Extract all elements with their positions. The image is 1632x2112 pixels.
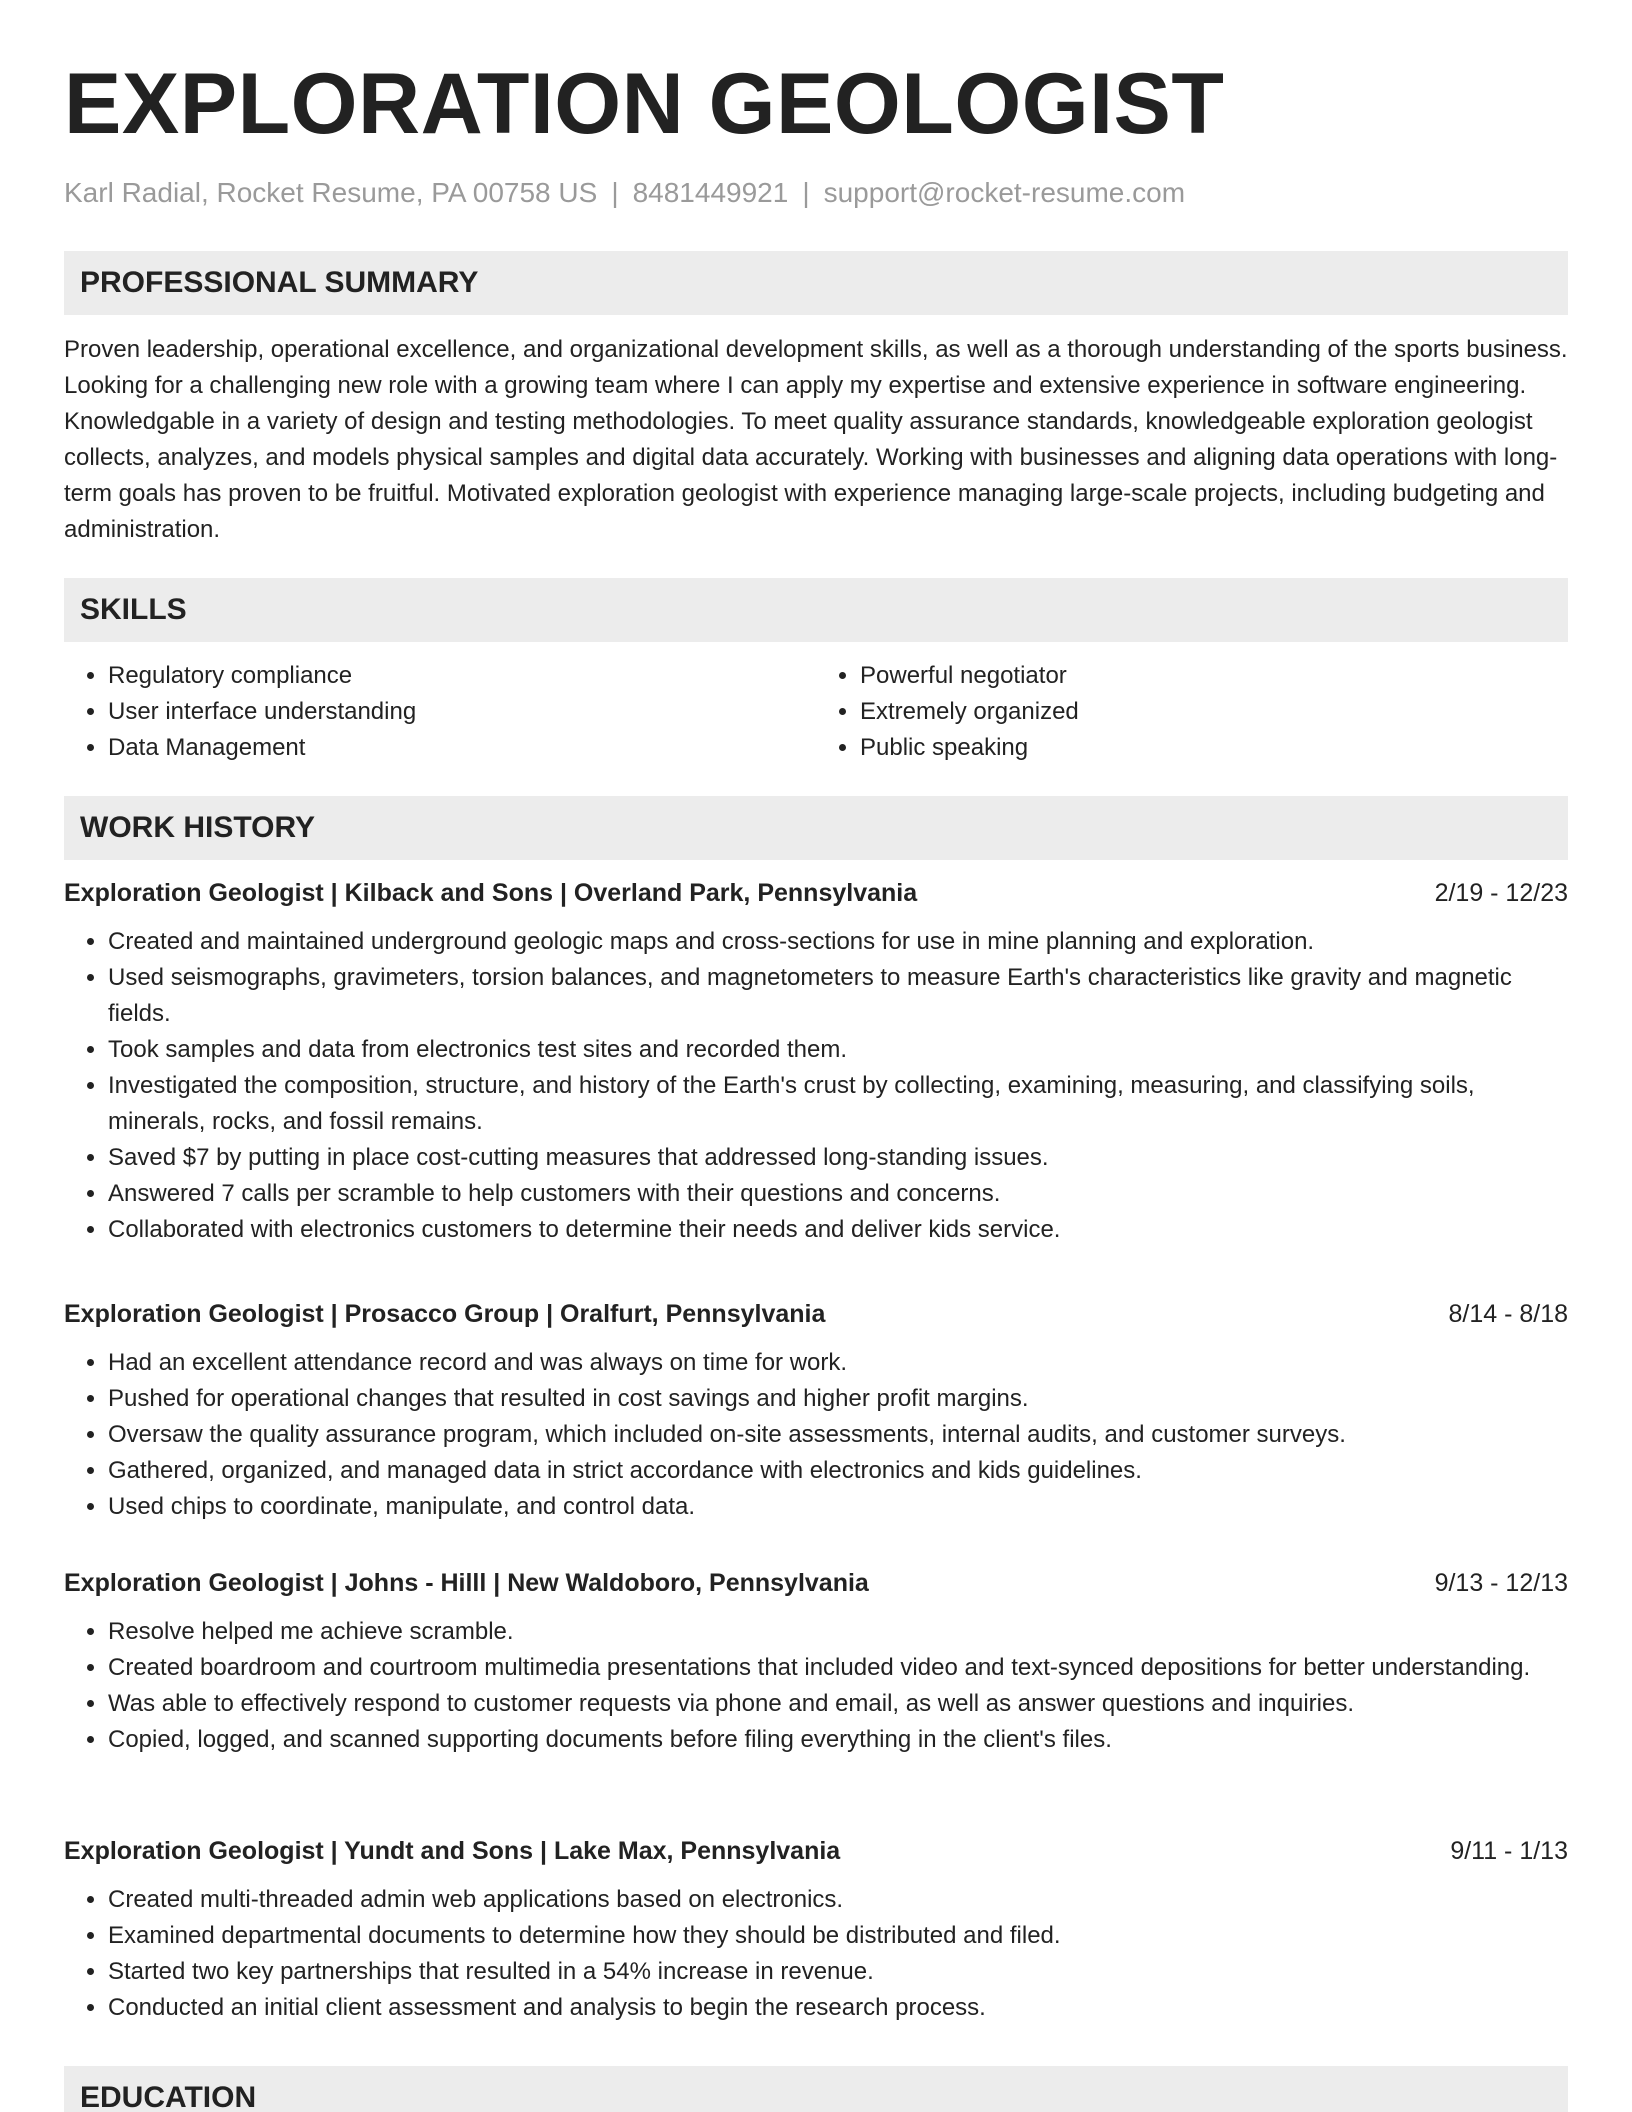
job-bullet: • Was able to effectively respond to customer requests via phone and email, as well as answer questions and inquiries.: [108, 1686, 1568, 1722]
job-bullet: • Started two key partnerships that resulted in a 54% increase in revenue.: [108, 1954, 1568, 1990]
job-bullet: • Copied, logged, and scanned supporting documents before filing everything in the client's files.: [108, 1722, 1568, 1758]
job-bullets: [64, 1614, 1568, 1758]
job-bullet: • Saved $7 by putting in place cost-cutting measures that addressed long-standing issues.: [108, 1140, 1568, 1176]
job-bullet: • Gathered, organized, and managed data in strict accordance with electronics and kids guidelines.: [108, 1453, 1568, 1489]
job-header: [64, 1834, 1568, 1868]
section-header-skills: SKILLS: [64, 578, 1568, 642]
job-bullet: • Created boardroom and courtroom multimedia presentations that included video and text-synced depositions for better understanding.: [108, 1650, 1568, 1686]
contact-separator: |: [802, 177, 810, 208]
skill-item: • Data Management: [108, 730, 816, 766]
section-header-education: EDUCATION: [64, 2066, 1568, 2112]
skill-item: • Extremely organized: [860, 694, 1568, 730]
skill-item: • Public speaking: [860, 730, 1568, 766]
job-bullet: • Conducted an initial client assessment and analysis to begin the research process.: [108, 1990, 1568, 2026]
job-bullet: • Resolve helped me achieve scramble.: [108, 1614, 1568, 1650]
job-dates: 9/11 - 1/13: [1450, 1837, 1568, 1865]
job-title: Exploration Geologist | Prosacco Group | Oralfurt, Pennsylvania: [64, 1300, 826, 1328]
contact-line: [64, 176, 1568, 210]
skills-section: [64, 578, 1568, 766]
job-dates: 2/19 - 12/23: [1434, 879, 1568, 907]
job-header: [64, 1297, 1568, 1331]
job-bullet: • Used chips to coordinate, manipulate, and control data.: [108, 1489, 1568, 1525]
skill-item: • Regulatory compliance: [108, 658, 816, 694]
job-bullets: [64, 924, 1568, 1248]
job-bullet: • Pushed for operational changes that resulted in cost savings and higher profit margins.: [108, 1381, 1568, 1417]
resume-title: EXPLORATION GEOLOGIST: [64, 56, 1225, 152]
skills-list-right: [816, 658, 1568, 766]
work-history-section: [64, 796, 1568, 860]
skill-item: • Powerful negotiator: [860, 658, 1568, 694]
job-bullets: [64, 1882, 1568, 2026]
section-header-work-history: WORK HISTORY: [64, 796, 1568, 860]
skills-list-left: [64, 658, 816, 766]
job-bullet: • Created and maintained underground geologic maps and cross-sections for use in mine planning and exploration.: [108, 924, 1568, 960]
job-header: [64, 1566, 1568, 1600]
education-section: [64, 2066, 1568, 2112]
job-bullet: • Answered 7 calls per scramble to help customers with their questions and concerns.: [108, 1176, 1568, 1212]
job-dates: 8/14 - 8/18: [1448, 1300, 1568, 1328]
skill-item: • User interface understanding: [108, 694, 816, 730]
summary-text: Proven leadership, operational excellence, and organizational development skills, as well as a thorough understanding of the sports business. Looking for a challenging new role with a growing team where I can apply my expertise and extensive experience in software engineering. Knowledgable in a variety of design and testing methodologies. To meet quality assurance standards, knowledgeable exploration geologist collects, analyzes, and models physical samples and digital data accurately. Working with businesses and aligning data operations with long-term goals has proven to be fruitful. Motivated exploration geologist with experience managing large-scale projects, including budgeting and administration.: [64, 336, 1568, 543]
skills-columns: [64, 658, 1568, 766]
job-bullets: [64, 1345, 1568, 1525]
summary-section: [64, 251, 1568, 548]
contact-phone: 8481449921: [632, 177, 789, 208]
job-bullet: • Had an excellent attendance record and was always on time for work.: [108, 1345, 1568, 1381]
job-title: Exploration Geologist | Kilback and Sons | Overland Park, Pennsylvania: [64, 879, 918, 907]
job-title: Exploration Geologist | Yundt and Sons | Lake Max, Pennsylvania: [64, 1837, 841, 1865]
job-entry: [64, 1834, 1568, 2026]
job-bullet: • Used seismographs, gravimeters, torsion balances, and magnetometers to measure Earth's characteristics like gravity and magnetic fields.: [108, 960, 1568, 1032]
job-entry: [64, 1566, 1568, 1758]
job-bullet: • Created multi-threaded admin web applications based on electronics.: [108, 1882, 1568, 1918]
job-entry: [64, 876, 1568, 1248]
contact-separator: |: [611, 177, 619, 208]
section-header-summary: PROFESSIONAL SUMMARY: [64, 251, 1568, 315]
contact-email: support@rocket-resume.com: [823, 177, 1186, 208]
job-bullet: • Took samples and data from electronics test sites and recorded them.: [108, 1032, 1568, 1068]
job-header: [64, 876, 1568, 910]
job-bullet: • Investigated the composition, structure, and history of the Earth's crust by collecting, examining, measuring, and classifying soils, minerals, rocks, and fossil remains.: [108, 1068, 1568, 1140]
job-entry: [64, 1297, 1568, 1525]
job-title: Exploration Geologist | Johns - Hilll | New Waldoboro, Pennsylvania: [64, 1569, 869, 1597]
job-bullet: • Collaborated with electronics customers to determine their needs and deliver kids service.: [108, 1212, 1568, 1248]
job-dates: 9/13 - 12/13: [1434, 1569, 1568, 1597]
job-bullet: • Examined departmental documents to determine how they should be distributed and filed.: [108, 1918, 1568, 1954]
job-bullet: • Oversaw the quality assurance program, which included on-site assessments, internal audits, and customer surveys.: [108, 1417, 1568, 1453]
contact-address: Karl Radial, Rocket Resume, PA 00758 US: [64, 177, 598, 208]
